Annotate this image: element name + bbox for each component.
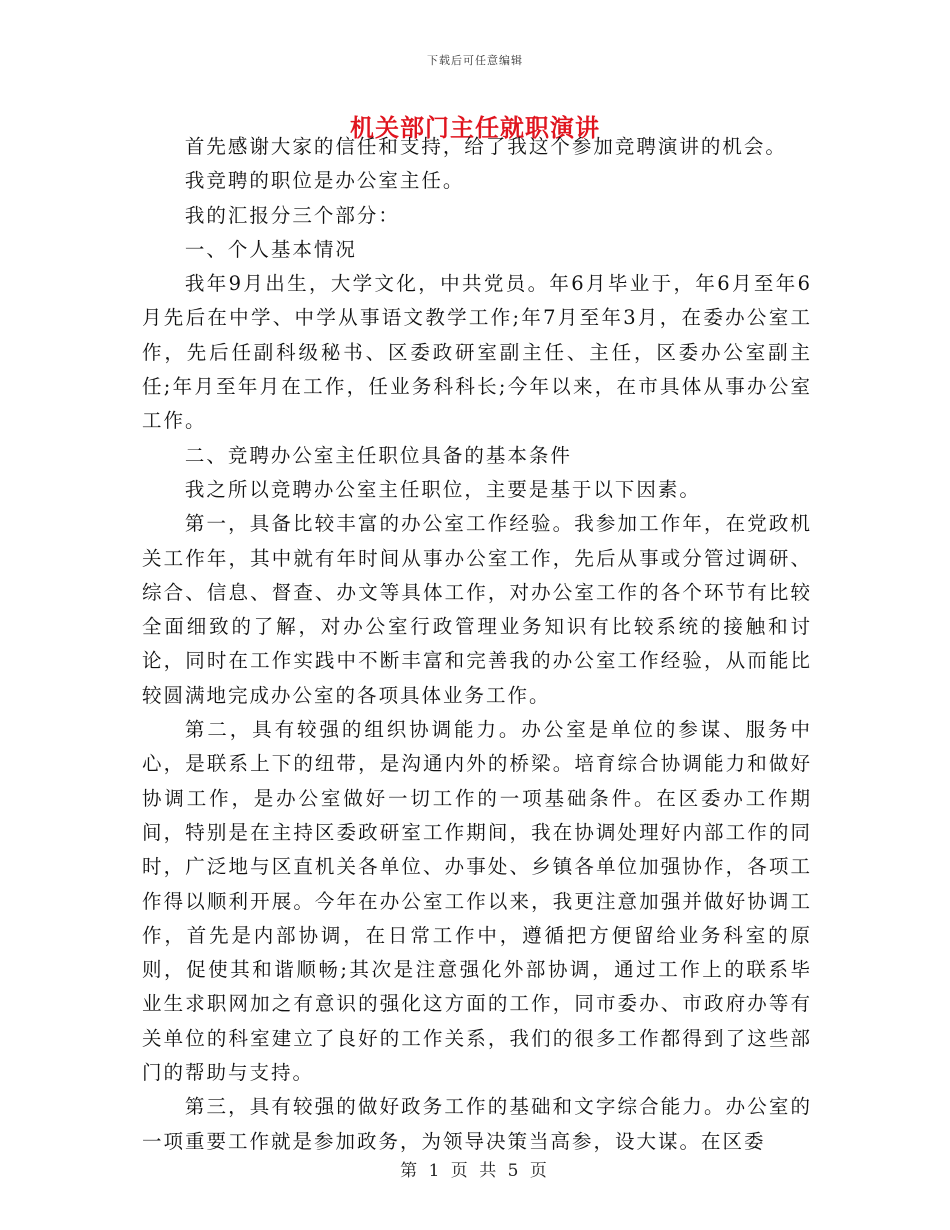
section-heading: 一、个人基本情况 <box>184 237 357 261</box>
paragraph: 我竞聘的职位是办公室主任。 <box>184 169 465 193</box>
paragraph: 第二，具有较强的组织协调能力。办公室是单位的参谋、服务中心，是联系上下的纽带，是沟通内外的桥梁。培育综合协调能力和做好协调工作，是办公室做好一切工作的一项基础条件。在区委办工作期间，特别是在主持区委政研室工作期间，我在协调处理好内部工作的同时，广泛地与区直机关各单位、办事处、乡镇各单位加强协作，各项工作得以顺利开展。今年在办公室工作以来，我更注意加强并做好协调工作，首先是内部协调，在日常工作中，遵循把方便留给业务科室的原则，促使其和谐顺畅;其次是注意强化外部协调，通过工作上的联系毕业生求职网加之有意识的强化这方面的工作，同市委办、市政府办等有关单位的科室建立了良好的工作关系，我们的很多工作都得到了这些部门的帮助与支持。 <box>142 718 812 1085</box>
paragraph: 首先感谢大家的信任和支持，给了我这个参加竞聘演讲的机会。 <box>184 135 787 158</box>
header-note: 下载后可任意编辑 <box>427 54 523 67</box>
document-body <box>142 130 812 1159</box>
paragraph: 我年9月出生，大学文化，中共党员。年6月毕业于，年6月至年6月先后在中学、中学从事语文教学工作;年7月至年3月，在委办公室工作，先后任副科级秘书、区委政研室副主任、主任，区委办公室副主任;年月至年月在工作，任业务科科长;今年以来，在市具体从事办公室工作。 <box>142 272 812 433</box>
paragraph: 第三，具有较强的做好政务工作的基础和文字综合能力。办公室的一项重要工作就是参加政务，为领导决策当高参，设大谋。在区委 <box>142 1095 812 1153</box>
paragraph: 我的汇报分三个部分： <box>184 203 400 227</box>
section-heading: 二、竞聘办公室主任职位具备的基本条件 <box>184 443 572 467</box>
document-title: 机关部门主任就职演讲 <box>350 113 600 142</box>
paragraph: 第一，具备比较丰富的办公室工作经验。我参加工作年，在党政机关工作年，其中就有年时间从事办公室工作，先后从事或分管过调研、综合、信息、督查、办文等具体工作，对办公室工作的各个环节有比较全面细致的了解，对办公室行政管理业务知识有比较系统的接触和讨论，同时在工作实践中不断丰富和完善我的办公室工作经验，从而能比较圆满地完成办公室的各项具体业务工作。 <box>142 512 812 707</box>
page-number: 第 1 页 共 5 页 <box>400 1161 550 1181</box>
paragraph: 我之所以竞聘办公室主任职位，主要是基于以下因素。 <box>184 477 701 501</box>
